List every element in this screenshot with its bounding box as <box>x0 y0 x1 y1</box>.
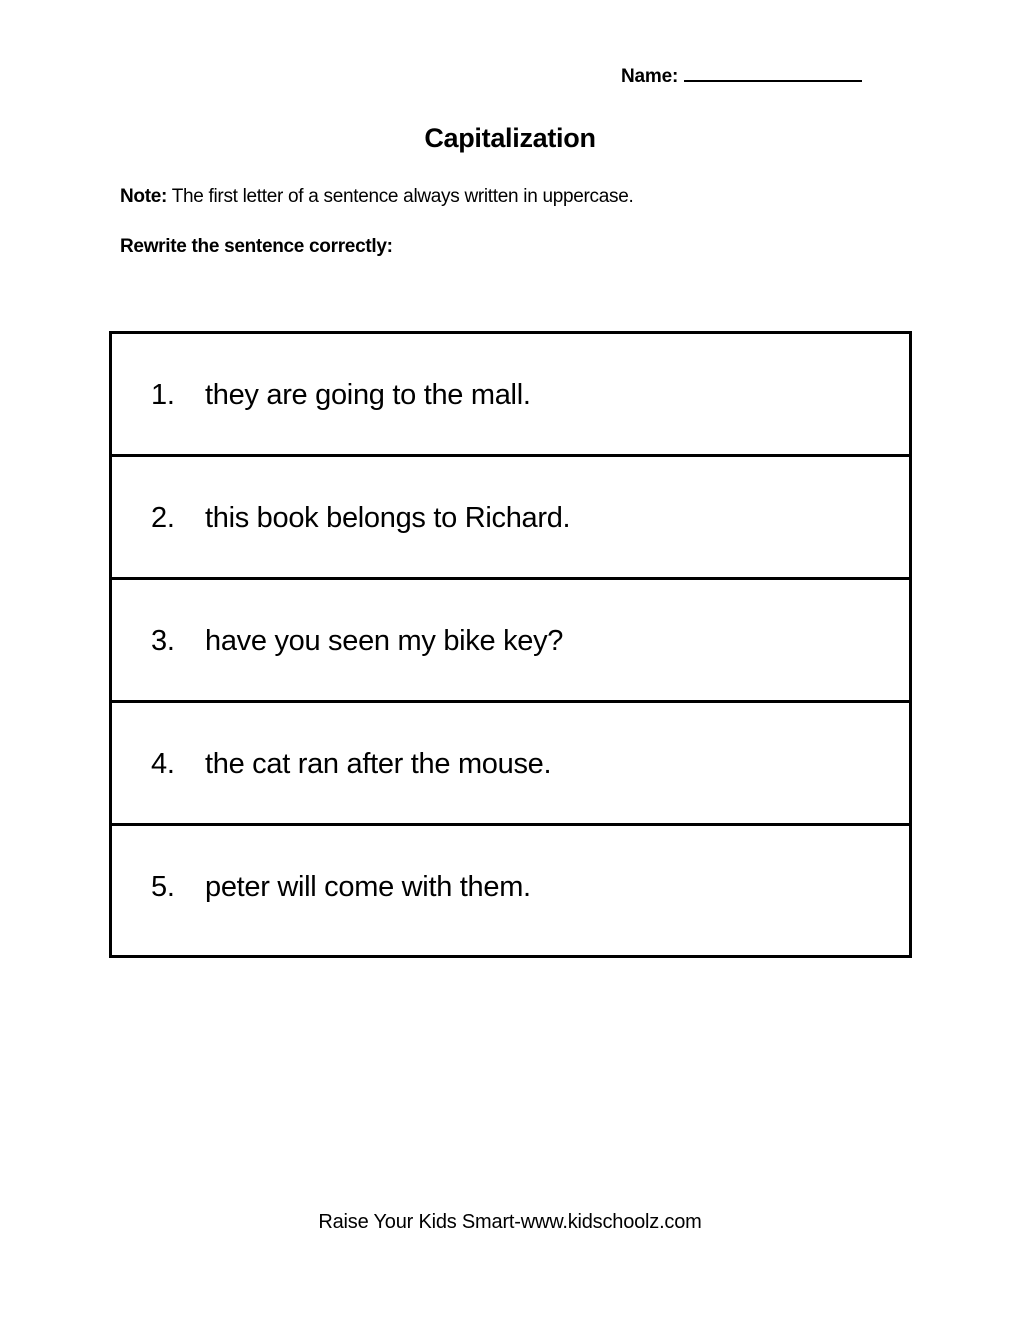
sentence-text: have you seen my bike key? <box>205 625 564 657</box>
note-text: The first letter of a sentence always written in uppercase. <box>167 186 634 207</box>
sentence-text: they are going to the mall. <box>205 379 531 411</box>
note-label: Note: <box>120 186 168 207</box>
sentence-text: the cat ran after the mouse. <box>205 748 552 780</box>
sentence-row <box>112 580 909 703</box>
sentence-number: 2. <box>151 502 175 534</box>
sentence-number: 5. <box>151 871 175 903</box>
sentence-number: 3. <box>151 625 175 657</box>
sentence-row <box>112 457 909 580</box>
sentence-table <box>109 331 912 958</box>
footer: Raise Your Kids Smart-www.kidschoolz.com <box>318 1211 702 1233</box>
sentence-row <box>112 826 909 949</box>
sentence-row <box>112 703 909 826</box>
instruction: Rewrite the sentence correctly: <box>120 236 393 257</box>
sentence-text: this book belongs to Richard. <box>205 502 571 534</box>
name-label: Name: <box>621 66 679 87</box>
name-blank-line[interactable] <box>684 62 862 82</box>
page-title: Capitalization <box>424 123 596 153</box>
sentence-number: 4. <box>151 748 175 780</box>
name-field <box>621 62 862 88</box>
note <box>120 186 633 208</box>
sentence-row <box>112 334 909 457</box>
sentence-text: peter will come with them. <box>205 871 531 903</box>
sentence-number: 1. <box>151 379 175 411</box>
